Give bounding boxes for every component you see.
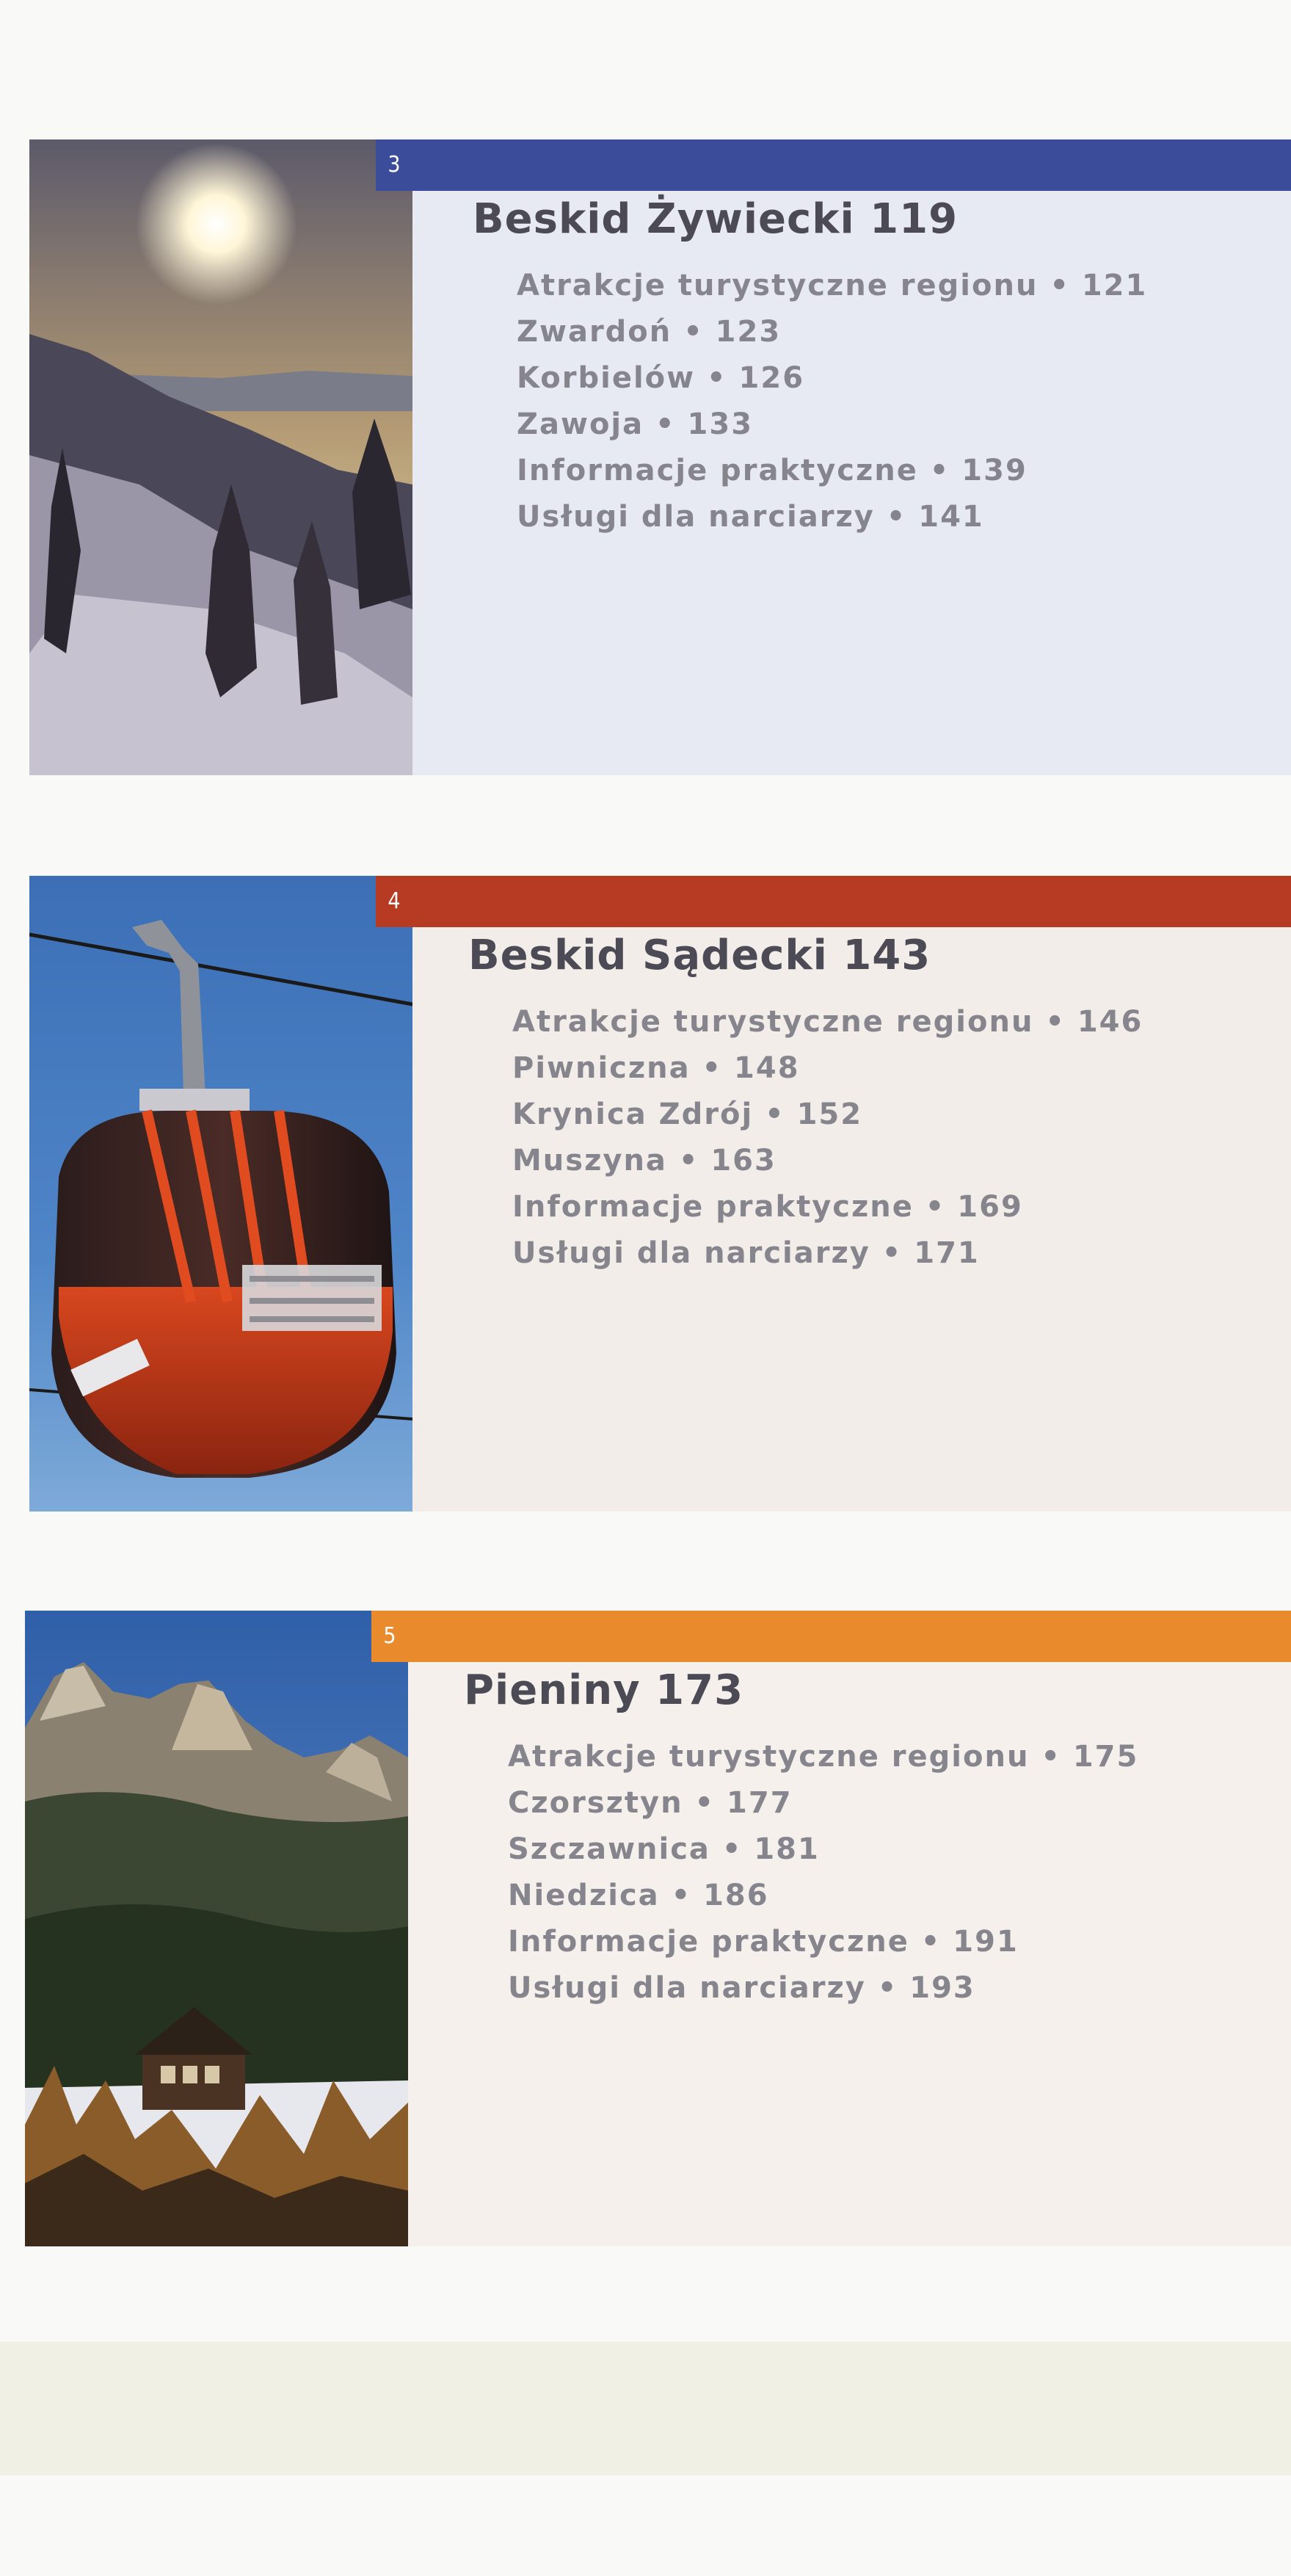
- gondola-lift-image: [29, 876, 412, 1512]
- chapter-number-badge: 5: [371, 1611, 408, 1662]
- toc-entry[interactable]: Piwniczna • 148: [512, 1051, 800, 1085]
- toc-entry[interactable]: Czorsztyn • 177: [508, 1786, 793, 1820]
- chapter-title[interactable]: Beskid Sądecki 143: [468, 932, 931, 979]
- chapter-5-panel: [383, 1611, 1291, 2246]
- chapter-color-band: [412, 876, 1291, 927]
- chapter-entries: [508, 1734, 1138, 2011]
- toc-entry[interactable]: Krynica Zdrój • 152: [512, 1097, 863, 1131]
- chapter-color-band: [408, 1611, 1291, 1662]
- chapter-4-panel: [388, 876, 1291, 1512]
- pieniny-mountains-image: [25, 1611, 408, 2246]
- page-bottom-band: [0, 2342, 1291, 2475]
- toc-entry[interactable]: Korbielów • 126: [517, 361, 805, 395]
- toc-entry[interactable]: Zwardoń • 123: [517, 315, 782, 349]
- chapter-number-badge: 4: [376, 876, 412, 927]
- chapter-3-panel: [388, 139, 1291, 775]
- gondola-lift-photo: [29, 876, 412, 1512]
- toc-entry[interactable]: Informacje praktyczne • 191: [508, 1925, 1019, 1959]
- toc-entry[interactable]: Informacje praktyczne • 169: [512, 1190, 1023, 1224]
- toc-entry[interactable]: Informacje praktyczne • 139: [517, 454, 1028, 487]
- toc-entry[interactable]: Atrakcje turystyczne regionu • 175: [508, 1740, 1139, 1774]
- toc-entry[interactable]: Atrakcje turystyczne regionu • 146: [512, 1005, 1143, 1039]
- chapter-title[interactable]: Beskid Żywiecki 119: [473, 195, 959, 243]
- toc-entry[interactable]: Usługi dla narciarzy • 141: [517, 500, 984, 534]
- chapter-number-badge: 3: [376, 139, 412, 191]
- toc-entry[interactable]: Usługi dla narciarzy • 193: [508, 1971, 975, 2005]
- chapter-color-band: [412, 139, 1291, 191]
- toc-entry[interactable]: Niedzica • 186: [508, 1879, 769, 1912]
- toc-entry[interactable]: Atrakcje turystyczne regionu • 121: [517, 269, 1148, 302]
- pieniny-mountains-photo: [25, 1611, 408, 2246]
- toc-entry[interactable]: Szczawnica • 181: [508, 1832, 820, 1866]
- winter-sunset-photo: [29, 139, 412, 775]
- toc-entry[interactable]: Muszyna • 163: [512, 1144, 777, 1178]
- chapter-entries: [517, 263, 1147, 540]
- toc-entry[interactable]: Usługi dla narciarzy • 171: [512, 1236, 980, 1270]
- chapter-entries: [512, 999, 1143, 1277]
- toc-entry[interactable]: Zawoja • 133: [517, 407, 754, 441]
- chapter-title[interactable]: Pieniny 173: [464, 1666, 744, 1714]
- winter-sunset-image: [29, 139, 412, 775]
